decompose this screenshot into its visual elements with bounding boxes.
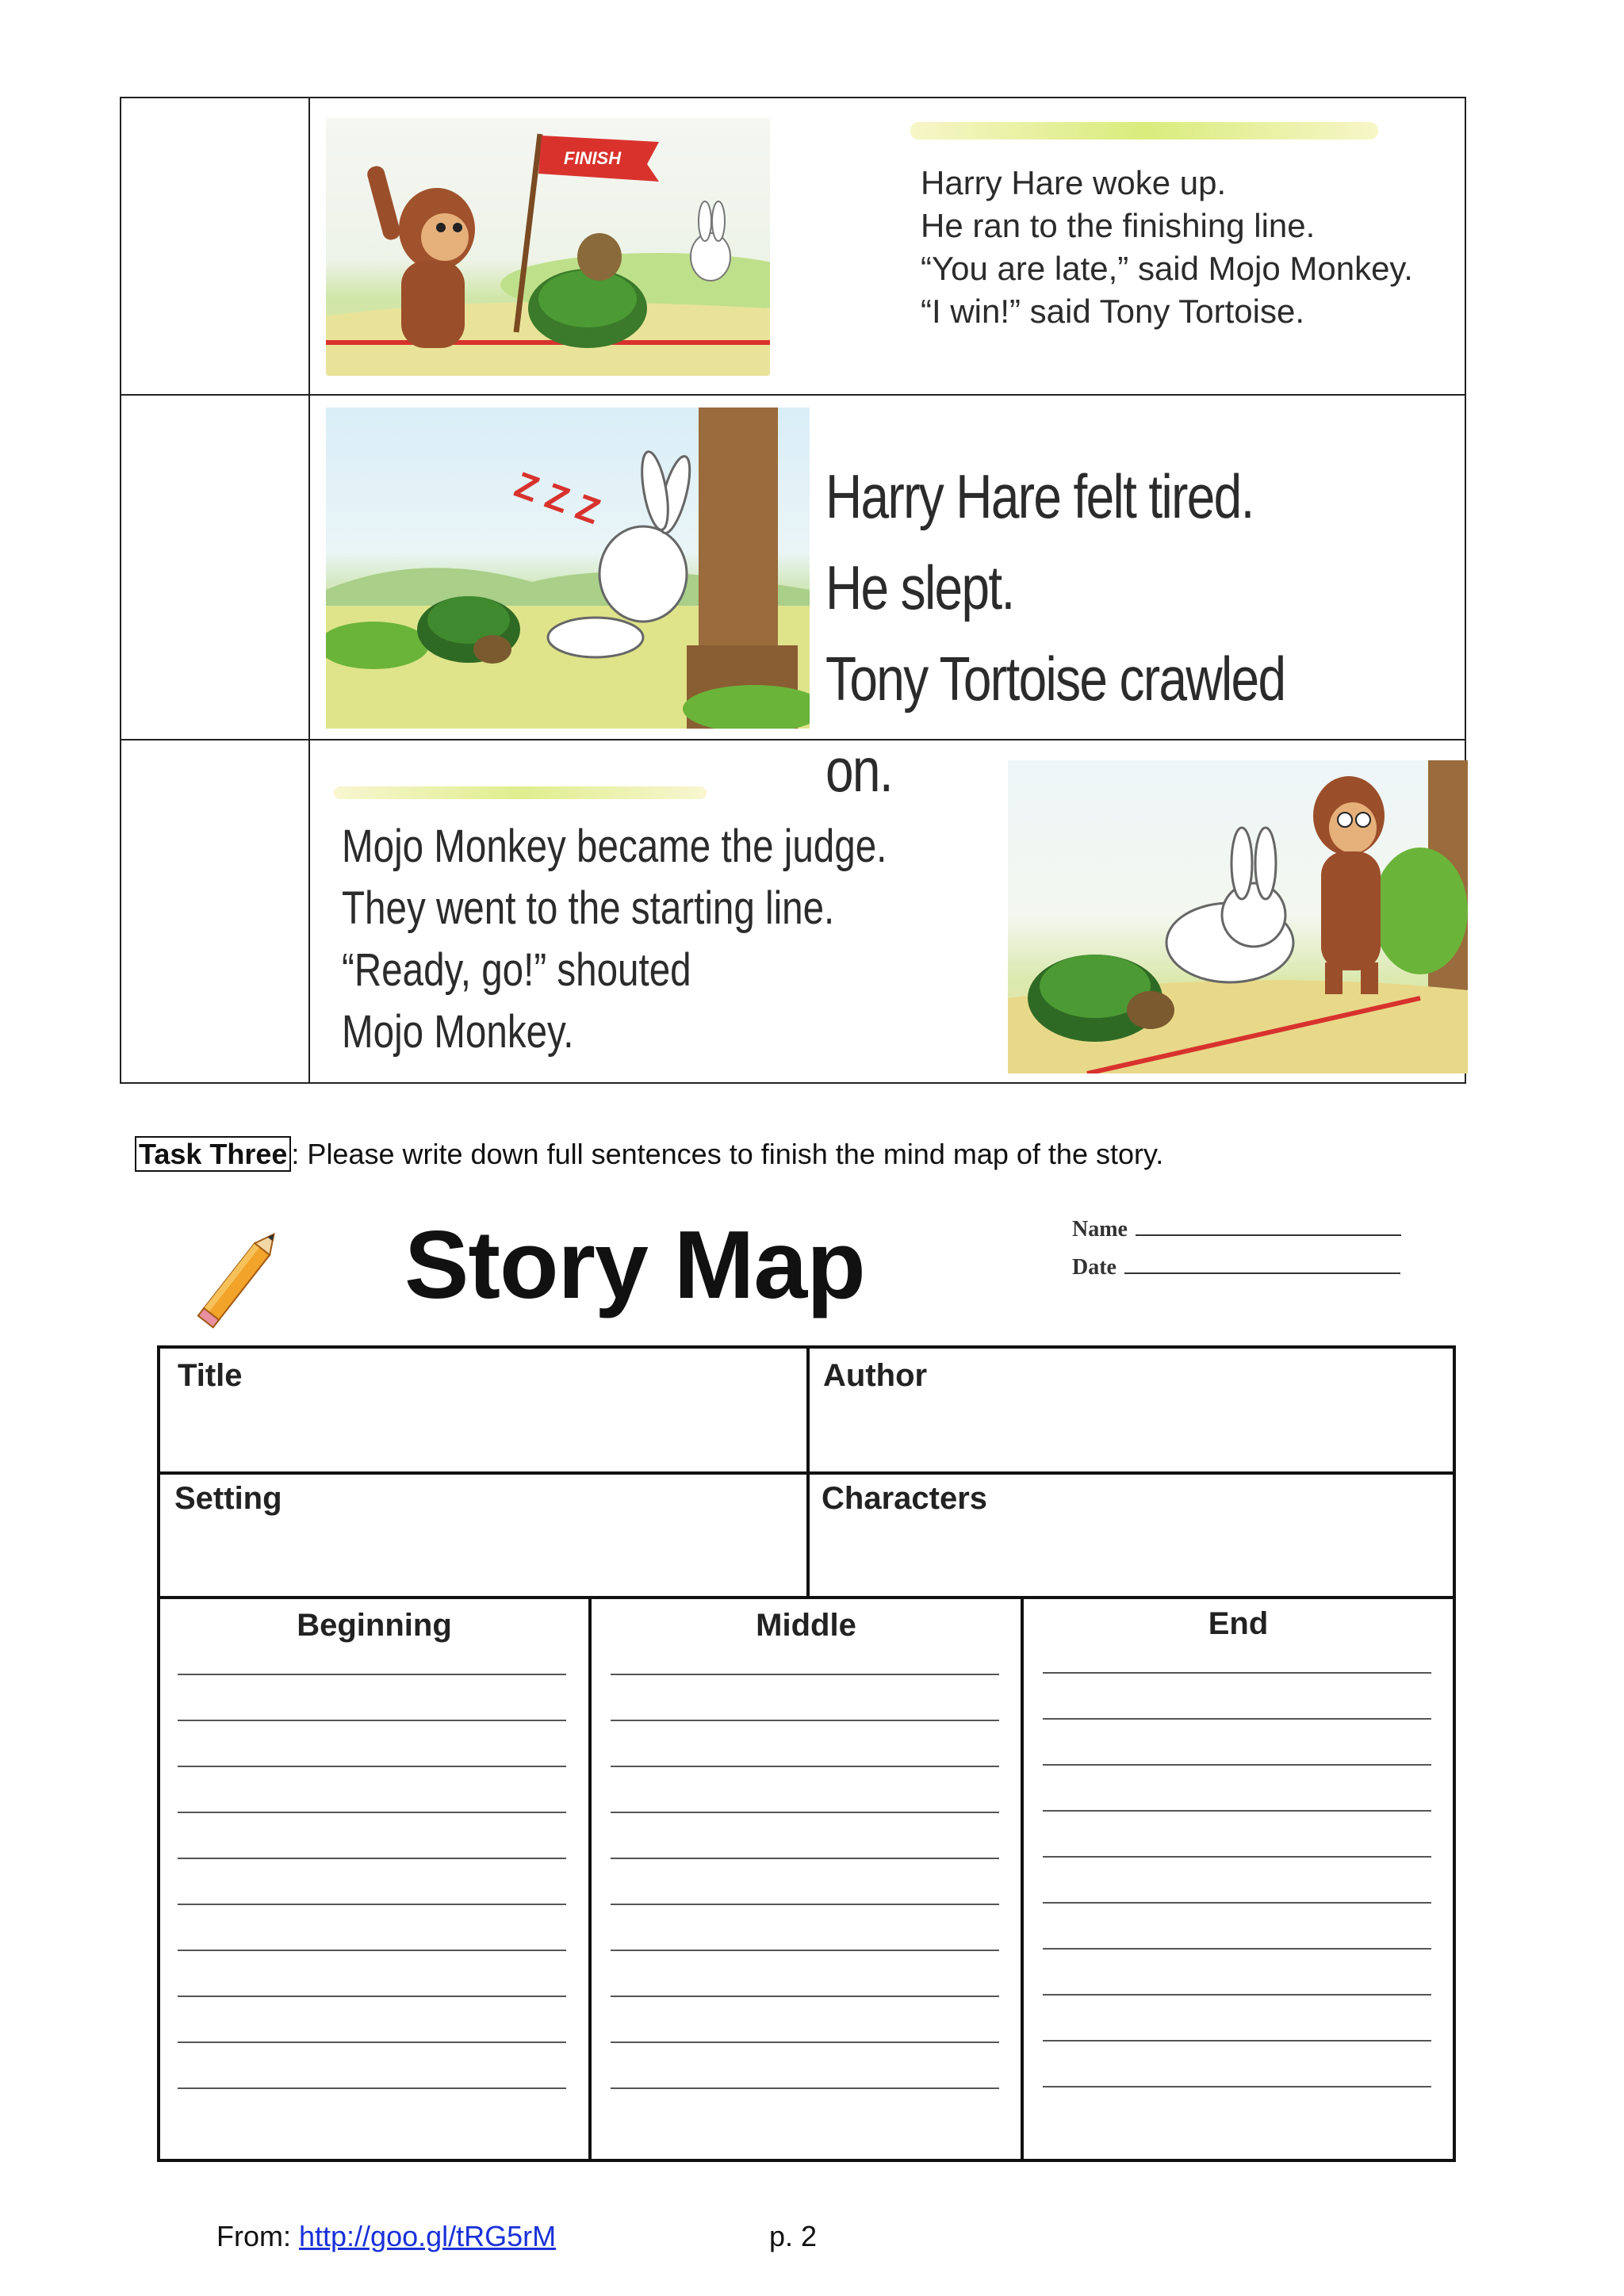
caption-line: Mojo Monkey. [342, 1006, 574, 1058]
caption-line: Mojo Monkey became the judge. [342, 821, 887, 872]
panel-cell-2 [310, 396, 1465, 805]
writing-line [178, 1812, 566, 1813]
writing-line [611, 2087, 999, 2089]
source-label: From: [216, 2220, 299, 2252]
name-label: Name [1072, 1217, 1128, 1242]
caption-line: Harry Hare felt tired. [825, 461, 1254, 531]
writing-line [611, 1674, 999, 1675]
writing-line [178, 1904, 566, 1905]
decorative-band [910, 122, 1378, 140]
caption-line: He ran to the finishing line. [921, 207, 1316, 244]
caption-line: They went to the starting line. [342, 882, 835, 934]
middle-column-label: Middle [756, 1608, 856, 1643]
pencil-icon [182, 1217, 301, 1336]
end-column-label: End [1208, 1606, 1269, 1641]
grid-divider [1021, 1596, 1024, 2159]
setting-cell-label: Setting [174, 1481, 282, 1516]
title-cell-label: Title [178, 1358, 243, 1393]
writing-line [178, 1950, 566, 1951]
writing-line [178, 1766, 566, 1767]
story-map-grid [157, 1345, 1456, 2162]
writing-line [611, 1812, 999, 1813]
panel-cell-3 [310, 740, 1465, 1082]
writing-line [178, 1674, 566, 1675]
writing-line [178, 1996, 566, 1997]
caption-line: Tony Tortoise crawled on. [825, 644, 1285, 805]
writing-line [1043, 1994, 1431, 1996]
story-map-title: Story Map [404, 1211, 865, 1318]
middle-writing-area[interactable] [611, 1674, 999, 2118]
date-underline[interactable] [1124, 1272, 1400, 1274]
decorative-band [334, 786, 707, 799]
writing-line [1043, 1902, 1431, 1904]
panel-cell-1 [310, 98, 1465, 394]
writing-line [1043, 1764, 1431, 1766]
writing-line [611, 1950, 999, 1951]
caption-line: Harry Hare woke up. [921, 164, 1227, 201]
name-underline[interactable] [1136, 1234, 1401, 1236]
panel-row-3 [121, 740, 1465, 1082]
name-field[interactable] [1072, 1217, 1401, 1242]
grid-divider [588, 1596, 592, 2159]
beginning-column-label: Beginning [297, 1608, 452, 1643]
writing-line [611, 1858, 999, 1859]
source-link[interactable]: http://goo.gl/tRG5rM [299, 2220, 557, 2252]
caption-line: He slept. [825, 553, 1014, 622]
grid-divider [806, 1349, 810, 1598]
writing-line [611, 1996, 999, 1997]
task-three-instruction [135, 1138, 1163, 1171]
date-label: Date [1072, 1255, 1116, 1280]
page-number: p. 2 [769, 2220, 818, 2252]
panel-row-2 [121, 396, 1465, 805]
writing-line [611, 1766, 999, 1767]
writing-line [178, 1858, 566, 1859]
caption-line: “You are late,” said Mojo Monkey. [921, 250, 1413, 287]
characters-cell-label: Characters [822, 1481, 988, 1516]
writing-line [1043, 1718, 1431, 1720]
writing-line [178, 2087, 566, 2089]
writing-line [178, 2042, 566, 2043]
writing-line [178, 1720, 566, 1721]
starting-line-illustration [1008, 760, 1468, 1073]
writing-line [1043, 1672, 1431, 1674]
panel-row-1 [121, 98, 1465, 396]
order-answer-cell-1[interactable] [121, 98, 310, 394]
sleeping-hare-illustration [326, 408, 810, 729]
caption-line: “Ready, go!” shouted [342, 944, 691, 996]
writing-line [1043, 1810, 1431, 1812]
writing-line [1043, 2040, 1431, 2042]
task-three-label: Task Three [135, 1136, 291, 1172]
writing-line [1043, 1856, 1431, 1858]
source-credit [216, 2220, 556, 2253]
end-writing-area[interactable] [1043, 1672, 1431, 2116]
task-three-text: : Please write down full sentences to finish the mind map of the story. [291, 1138, 1164, 1170]
date-field[interactable] [1072, 1255, 1400, 1280]
writing-line [1043, 1948, 1431, 1950]
order-answer-cell-3[interactable] [121, 740, 310, 1082]
panel-3-caption [342, 816, 887, 1063]
flag-text: FINISH [564, 148, 622, 168]
writing-line [611, 1904, 999, 1905]
story-panels-table [120, 97, 1466, 1084]
panel-1-caption [921, 162, 1413, 333]
caption-line: “I win!” said Tony Tortoise. [921, 293, 1304, 330]
writing-line [1043, 2086, 1431, 2087]
writing-line [611, 2042, 999, 2043]
finish-line-illustration [326, 118, 770, 376]
author-cell-label: Author [823, 1358, 928, 1393]
beginning-writing-area[interactable] [178, 1674, 566, 2118]
writing-line [611, 1720, 999, 1721]
order-answer-cell-2[interactable] [121, 396, 310, 739]
sleep-zzz-text: Z Z Z [509, 463, 606, 532]
